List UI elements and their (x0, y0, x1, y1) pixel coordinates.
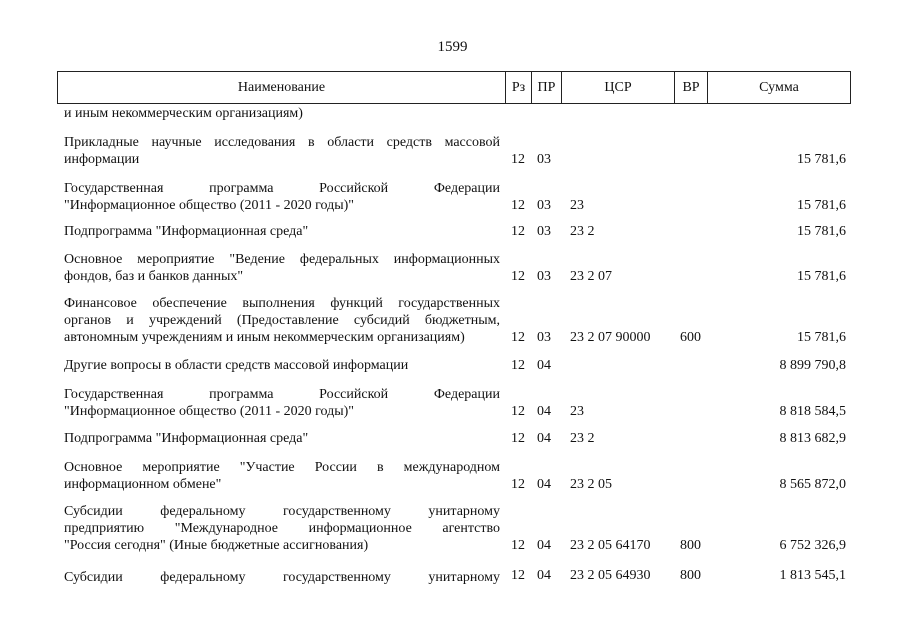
header-csr: ЦСР (604, 80, 632, 95)
row-name-line: Другие вопросы в области средств массовой информации (64, 358, 409, 373)
row-name-line: автономным учреждениям и иным некоммерческим организациям) (64, 330, 465, 345)
row-name-line: Государственная программа Российской Федерации (64, 387, 500, 402)
row-name-line: информационном обмене" (64, 477, 222, 492)
row-name-line: Основное мероприятие "Ведение федеральных информационных (64, 252, 500, 267)
row-name-line: "Информационное общество (2011 - 2020 годы)" (64, 404, 355, 419)
cell-rz: 12 (511, 198, 525, 213)
cell-pr: 03 (537, 224, 551, 239)
cell-csr: 23 2 07 90000 (570, 330, 651, 345)
header-vr: ВР (682, 80, 700, 95)
cell-rz: 12 (511, 224, 525, 239)
cell-sum: 15 781,6 (797, 330, 846, 345)
cell-sum: 8 899 790,8 (779, 358, 846, 373)
cell-sum: 15 781,6 (797, 198, 846, 213)
cell-rz: 12 (511, 568, 525, 583)
cell-pr: 04 (537, 477, 551, 492)
cell-csr: 23 (570, 404, 584, 419)
row-name (64, 223, 500, 240)
row-name (64, 295, 500, 346)
row-name-line: Подпрограмма "Информационная среда" (64, 224, 309, 239)
cell-sum: 8 565 872,0 (779, 477, 846, 492)
cell-csr: 23 2 (570, 224, 595, 239)
cell-pr: 03 (537, 198, 551, 213)
cell-rz: 12 (511, 404, 525, 419)
cell-pr: 03 (537, 152, 551, 167)
row-name-line: "Россия сегодня" (Иные бюджетные ассигнования) (64, 538, 369, 553)
row-name (64, 503, 500, 554)
row-name (64, 134, 500, 168)
row-name (64, 430, 500, 447)
row-name-line: фондов, баз и банков данных" (64, 269, 244, 284)
cell-csr: 23 2 05 (570, 477, 612, 492)
cell-sum: 15 781,6 (797, 224, 846, 239)
cell-pr: 04 (537, 538, 551, 553)
cell-rz: 12 (511, 330, 525, 345)
cell-pr: 03 (537, 330, 551, 345)
row-name-line: Субсидии федеральному государственному унитарному (64, 570, 500, 585)
row-name (64, 251, 500, 285)
cell-sum: 6 752 326,9 (779, 538, 846, 553)
cell-rz: 12 (511, 269, 525, 284)
cell-rz: 12 (511, 538, 525, 553)
cell-rz: 12 (511, 477, 525, 492)
cell-sum: 1 813 545,1 (779, 568, 846, 583)
cell-sum: 8 813 682,9 (779, 431, 846, 446)
row-name (64, 386, 500, 420)
cell-vr: 800 (680, 538, 701, 553)
cell-pr: 04 (537, 431, 551, 446)
row-name-line: Основное мероприятие "Участие России в международном (64, 460, 500, 475)
cell-pr: 04 (537, 358, 551, 373)
header-name: Наименование (237, 80, 326, 95)
cell-sum: 8 818 584,5 (779, 404, 846, 419)
cell-pr: 04 (537, 404, 551, 419)
cell-sum: 15 781,6 (797, 152, 846, 167)
row-name-line: информации (64, 152, 140, 167)
header-pr: ПР (537, 80, 556, 95)
row-name (64, 180, 500, 214)
cell-vr: 800 (680, 568, 701, 583)
cell-pr: 04 (537, 568, 551, 583)
cell-csr: 23 2 05 64930 (570, 568, 651, 583)
page-number: 1599 (437, 39, 468, 55)
row-name-line: органов и учреждений (Предоставление субсидий бюджетным, (64, 313, 500, 328)
cell-vr: 600 (680, 330, 701, 345)
row-name (64, 569, 500, 586)
row-name-line: предприятию "Международное информационное агентство (64, 521, 500, 536)
row-name-line: Подпрограмма "Информационная среда" (64, 431, 309, 446)
cell-rz: 12 (511, 152, 525, 167)
continuation-text: и иным некоммерческим организациям) (64, 106, 303, 121)
row-name (64, 357, 500, 374)
cell-sum: 15 781,6 (797, 269, 846, 284)
cell-csr: 23 2 07 (570, 269, 612, 284)
row-name-line: Финансовое обеспечение выполнения функций государственных (64, 296, 500, 311)
cell-csr: 23 2 05 64170 (570, 538, 651, 553)
header-rz: Рз (511, 80, 526, 95)
row-name-line: "Информационное общество (2011 - 2020 годы)" (64, 198, 355, 213)
cell-rz: 12 (511, 431, 525, 446)
row-name-line: Субсидии федеральному государственному унитарному (64, 504, 500, 519)
row-name (64, 459, 500, 493)
row-name-line: Государственная программа Российской Федерации (64, 181, 500, 196)
header-sum: Сумма (759, 80, 799, 95)
row-name-line: Прикладные научные исследования в области средств массовой (64, 135, 500, 150)
cell-rz: 12 (511, 358, 525, 373)
table-header (57, 71, 851, 104)
cell-pr: 03 (537, 269, 551, 284)
cell-csr: 23 2 (570, 431, 595, 446)
cell-csr: 23 (570, 198, 584, 213)
